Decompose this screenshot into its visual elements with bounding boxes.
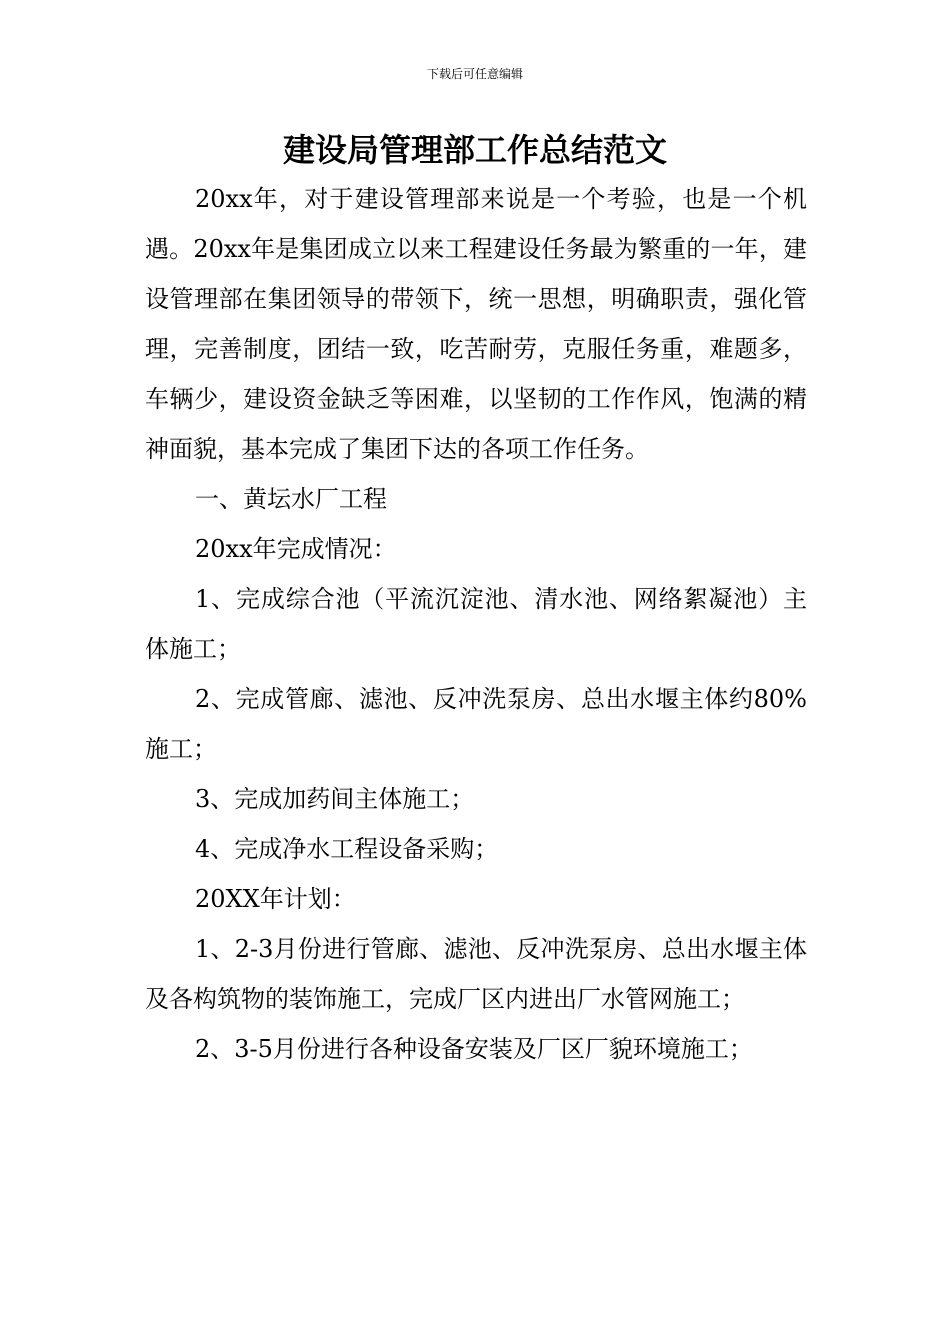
plan-heading: 20XX年计划： [195, 885, 356, 913]
completion-item-3: 3、完成加药间主体施工； [195, 785, 475, 813]
plan-item-1: 1、2-3月份进行管廊、滤池、反冲洗泵房、总出水堰主体及各构筑物的装饰施工，完成厂区内进出厂水管网施工； [145, 935, 807, 1013]
intro-paragraph: 20xx年，对于建设管理部来说是一个考验，也是一个机遇。20xx年是集团成立以来工程建设任务最为繁重的一年，建设管理部在集团领导的带领下，统一思想，明确职责，强化管理，完善制度，团结一致，吃苦耐劳，克服任务重，难题多，车辆少，建设资金缺乏等困难，以坚韧的工作作风，饱满的精神面貌，基本完成了集团下达的各项工作任务。 [145, 185, 807, 463]
completion-heading: 20xx年完成情况： [195, 535, 397, 563]
completion-item-1: 1、完成综合池（平流沉淀池、清水池、网络絮凝池）主体施工； [145, 585, 807, 663]
plan-item-2: 2、3-5月份进行各种设备安装及厂区厂貌环境施工； [195, 1035, 753, 1063]
completion-item-2: 2、完成管廊、滤池、反冲洗泵房、总出水堰主体约80%施工； [145, 685, 807, 763]
document-title: 建设局管理部工作总结范文 [282, 131, 667, 169]
page-header-note: 下载后可任意编辑 [426, 67, 523, 81]
section-heading: 一、黄坛水厂工程 [195, 485, 387, 513]
document-body [145, 174, 807, 1074]
completion-item-4: 4、完成净水工程设备采购； [195, 835, 499, 863]
